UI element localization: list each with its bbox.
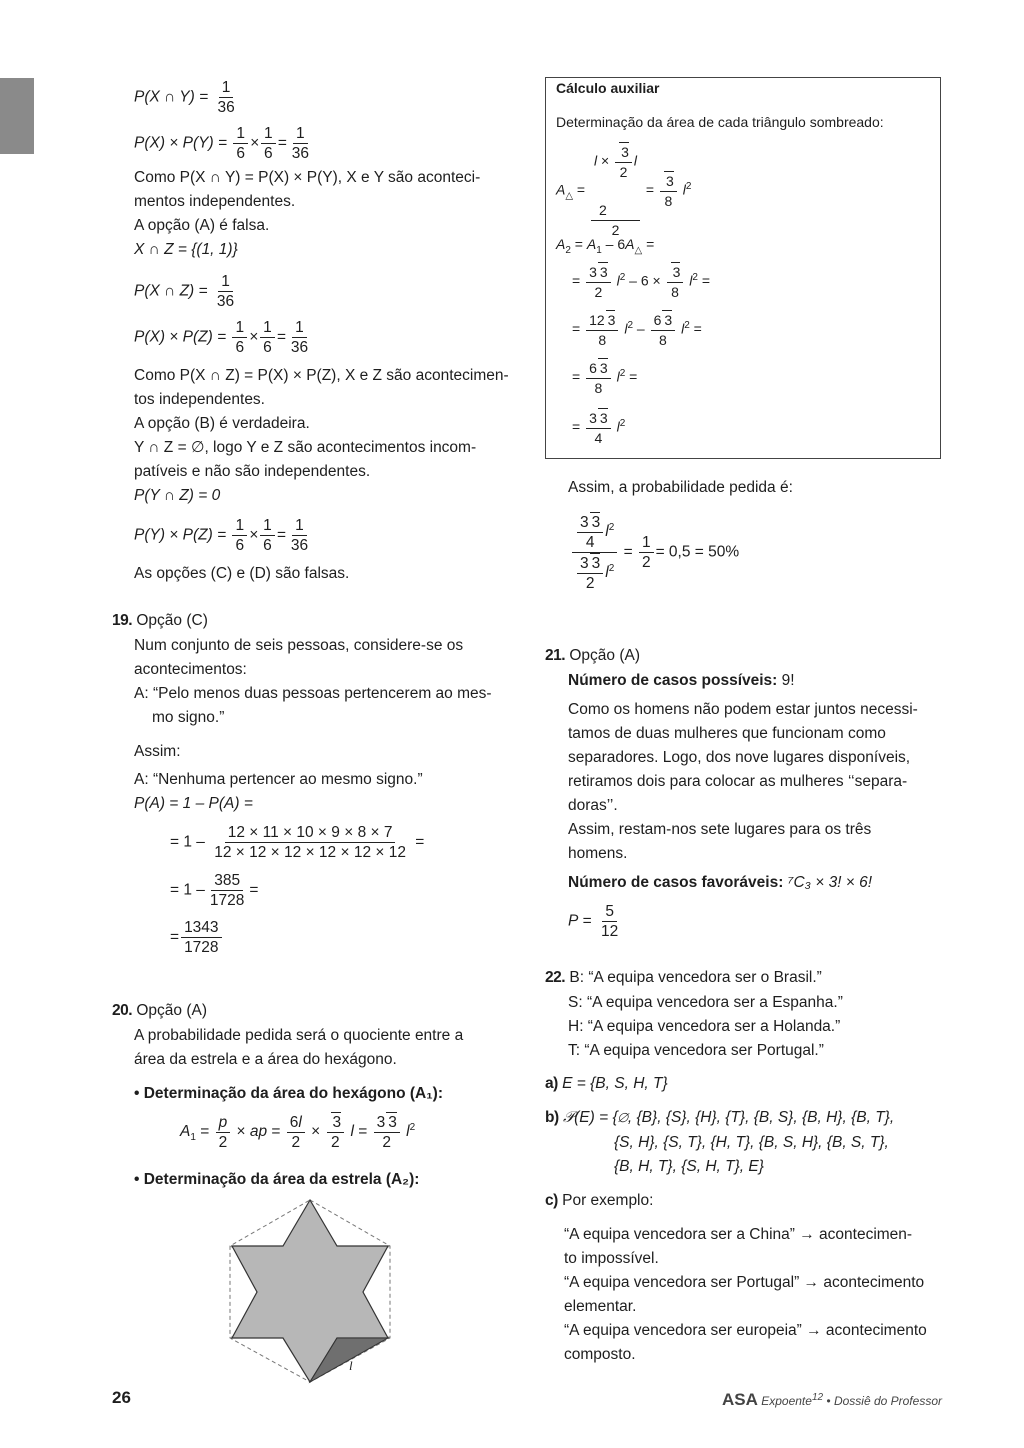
text-line: composto.	[564, 1346, 636, 1363]
text-line: “A equipa vencedora ser a China” → acontecimen-	[564, 1226, 913, 1243]
question-19-heading: 19. Opção (C)	[112, 612, 208, 629]
eq-a2-def: $A_2 = A_1 - 6A_\triangle$ =	[556, 236, 655, 256]
star-side-label: l	[349, 1358, 353, 1373]
answer-c: c) Por exemplo:	[545, 1192, 654, 1209]
publisher-footer: ASA Expoente$^{12}$ • Dossiê do Professor	[721, 1390, 942, 1409]
text-line: to impossível.	[564, 1250, 659, 1267]
text-line: As opções (C) e (D) são falsas.	[134, 565, 350, 582]
bullet-hexagon-area: • Determinação da área do hexágono (A₁):	[134, 1085, 443, 1102]
text-line: acontecimentos:	[134, 661, 247, 678]
text-line: S: “A equipa vencedora ser a Espanha.”	[568, 994, 843, 1011]
eq-a2-step2: = $\frac{12 3}{8}$ $l^2$ – $\frac{6 3}{8}$ $l^2$ =	[572, 312, 702, 348]
text-line: elementar.	[564, 1298, 637, 1315]
text-line: retiramos dois para colocar as mulheres ‘‘separa-	[568, 773, 908, 790]
text-line: “A equipa vencedora ser Portugal” → acontecimento	[564, 1274, 925, 1291]
text-line: patíveis e não são independentes.	[134, 463, 371, 480]
text-line: Assim:	[134, 743, 181, 760]
eq-p-x-z: P(X ∩ Z) = $\frac{1}{36}$	[134, 273, 235, 310]
chapter-tab	[0, 78, 34, 154]
text-line: P(Y ∩ Z) = 0	[134, 487, 221, 504]
text-line: A opção (B) é verdadeira.	[134, 415, 310, 432]
text-line: A: “Nenhuma pertencer ao mesmo signo.”	[134, 771, 423, 788]
answer-a: a) E = {B, S, H, T}	[545, 1075, 668, 1092]
box-subtitle: Determinação da área de cada triângulo sombreado:	[556, 114, 884, 130]
text-line: mentos independentes.	[134, 193, 296, 210]
possible-cases: Número de casos possíveis: 9!	[568, 672, 795, 689]
text-line: A: “Pelo menos duas pessoas pertencerem ao mes-	[134, 685, 492, 702]
text-line: Num conjunto de seis pessoas, considere-se os	[134, 637, 464, 654]
eq-a2-step3: = $\frac{6 3}{8}$ $l^2$ =	[572, 360, 638, 396]
eq-px-pz: P(X) × P(Z) = $\frac{1}{6}$ × $\frac{1}{6}$ = $\frac{1}{36}$	[134, 319, 309, 356]
box-title: Cálculo auxiliar	[556, 80, 660, 96]
text-line: X ∩ Z = {(1, 1)}	[134, 241, 238, 258]
eq-triangle-area: $A_\triangle$ = l × $\frac{3}{2}$ l 2 2 = $\frac{3}{8}$ $l^2$	[556, 144, 692, 238]
text-line: Assim, restam-nos sete lugares para os três	[568, 821, 872, 838]
eq-a2-step4: = $\frac{3 3}{4}$ $l^2$	[572, 410, 626, 446]
text-line: tos independentes.	[134, 391, 265, 408]
eq-19-step2: = 1 – $\frac{385}{1728}$ =	[170, 872, 259, 909]
text-line: Assim, a probabilidade pedida é:	[568, 479, 793, 496]
text-line: homens.	[568, 845, 628, 862]
text-line: {B, H, T}, {S, H, T}, E}	[614, 1158, 764, 1175]
text-line: Como P(X ∩ Z) = P(X) × P(Z), X e Z são acontecimen-	[134, 367, 509, 384]
text-line: Y ∩ Z = ∅, logo Y e Z são acontecimentos incom-	[134, 439, 477, 456]
page-number: 26	[112, 1388, 131, 1407]
text-line: T: “A equipa vencedora ser Portugal.”	[568, 1042, 824, 1059]
answer-b: b) 𝒫(E) = {∅, {B}, {S}, {H}, {T}, {B, S}, {B, H}, {B, T},	[545, 1109, 895, 1126]
text-line: doras’’.	[568, 797, 618, 814]
question-22-heading: 22. B: “A equipa vencedora ser o Brasil.”	[545, 969, 822, 986]
eq-a2-step1: = $\frac{3 3}{2}$ $l^2 - 6$ × $\frac{3}{8}$ $l^2$ =	[572, 264, 711, 300]
eq-19-step3: = $\frac{1343}{1728}$	[170, 918, 224, 957]
eq-py-pz: P(Y) × P(Z) = $\frac{1}{6}$ × $\frac{1}{6}$ = $\frac{1}{36}$	[134, 517, 309, 554]
text-line: área da estrela e a área do hexágono.	[134, 1051, 397, 1068]
eq-p-x-y: P(X ∩ Y) = $\frac{1}{36}$	[134, 79, 235, 116]
eq-probability-result: $\frac{3 3}{4}$ $l^2$ $\frac{3 3}{2}$ $l^2$ = $\frac{1}{2}$ = 0,5 = 50%	[570, 512, 739, 593]
text-line: P(A) = 1 – P(A) =	[134, 795, 253, 812]
text-line: “A equipa vencedora ser europeia” → acontecimento	[564, 1322, 927, 1339]
text-line: mo signo.”	[152, 709, 225, 726]
question-21-heading: 21. Opção (A)	[545, 647, 641, 664]
eq-hexagon-area: $A_1$ = $\frac{p}{2}$ × ap = $\frac{6l}{2}$ × $\frac{3}{2}$ l = $\frac{3 3}{2}$ $l^2$	[180, 1113, 416, 1151]
bullet-star-area: • Determinação da área da estrela (A₂):	[134, 1171, 420, 1188]
text-line: {S, H}, {S, T}, {H, T}, {B, S, H}, {B, S, T},	[614, 1134, 889, 1151]
text-line: A probabilidade pedida será o quociente entre a	[134, 1027, 464, 1044]
text-line: Como P(X ∩ Y) = P(X) × P(Y), X e Y são aconteci-	[134, 169, 481, 186]
question-20-heading: 20. Opção (A)	[112, 1002, 208, 1019]
text-line: separadores. Logo, dos nove lugares disponíveis,	[568, 749, 911, 766]
eq-q21-probability: P = $\frac{5}{12}$	[568, 903, 619, 940]
star-shape	[232, 1200, 388, 1382]
favourable-cases: Número de casos favoráveis: ⁷C₃ × 3! × 6!	[568, 874, 873, 891]
eq-px-py: P(X) × P(Y) = $\frac{1}{6}$ × $\frac{1}{6}$ = $\frac{1}{36}$	[134, 125, 309, 162]
text-line: A opção (A) é falsa.	[134, 217, 270, 234]
eq-19-step1: = 1 – $\frac{12 \times 11 \times 10 \times 9 \times 8 \times 7}{12 \times 12 \times 12 \times 12 \times 12 \times 12}$ =	[170, 824, 425, 861]
text-line: tamos de duas mulheres que funcionam como	[568, 725, 886, 742]
text-line: H: “A equipa vencedora ser a Holanda.”	[568, 1018, 841, 1035]
star-hexagon-figure	[225, 1198, 395, 1384]
text-line: Como os homens não podem estar juntos necessi-	[568, 701, 918, 718]
